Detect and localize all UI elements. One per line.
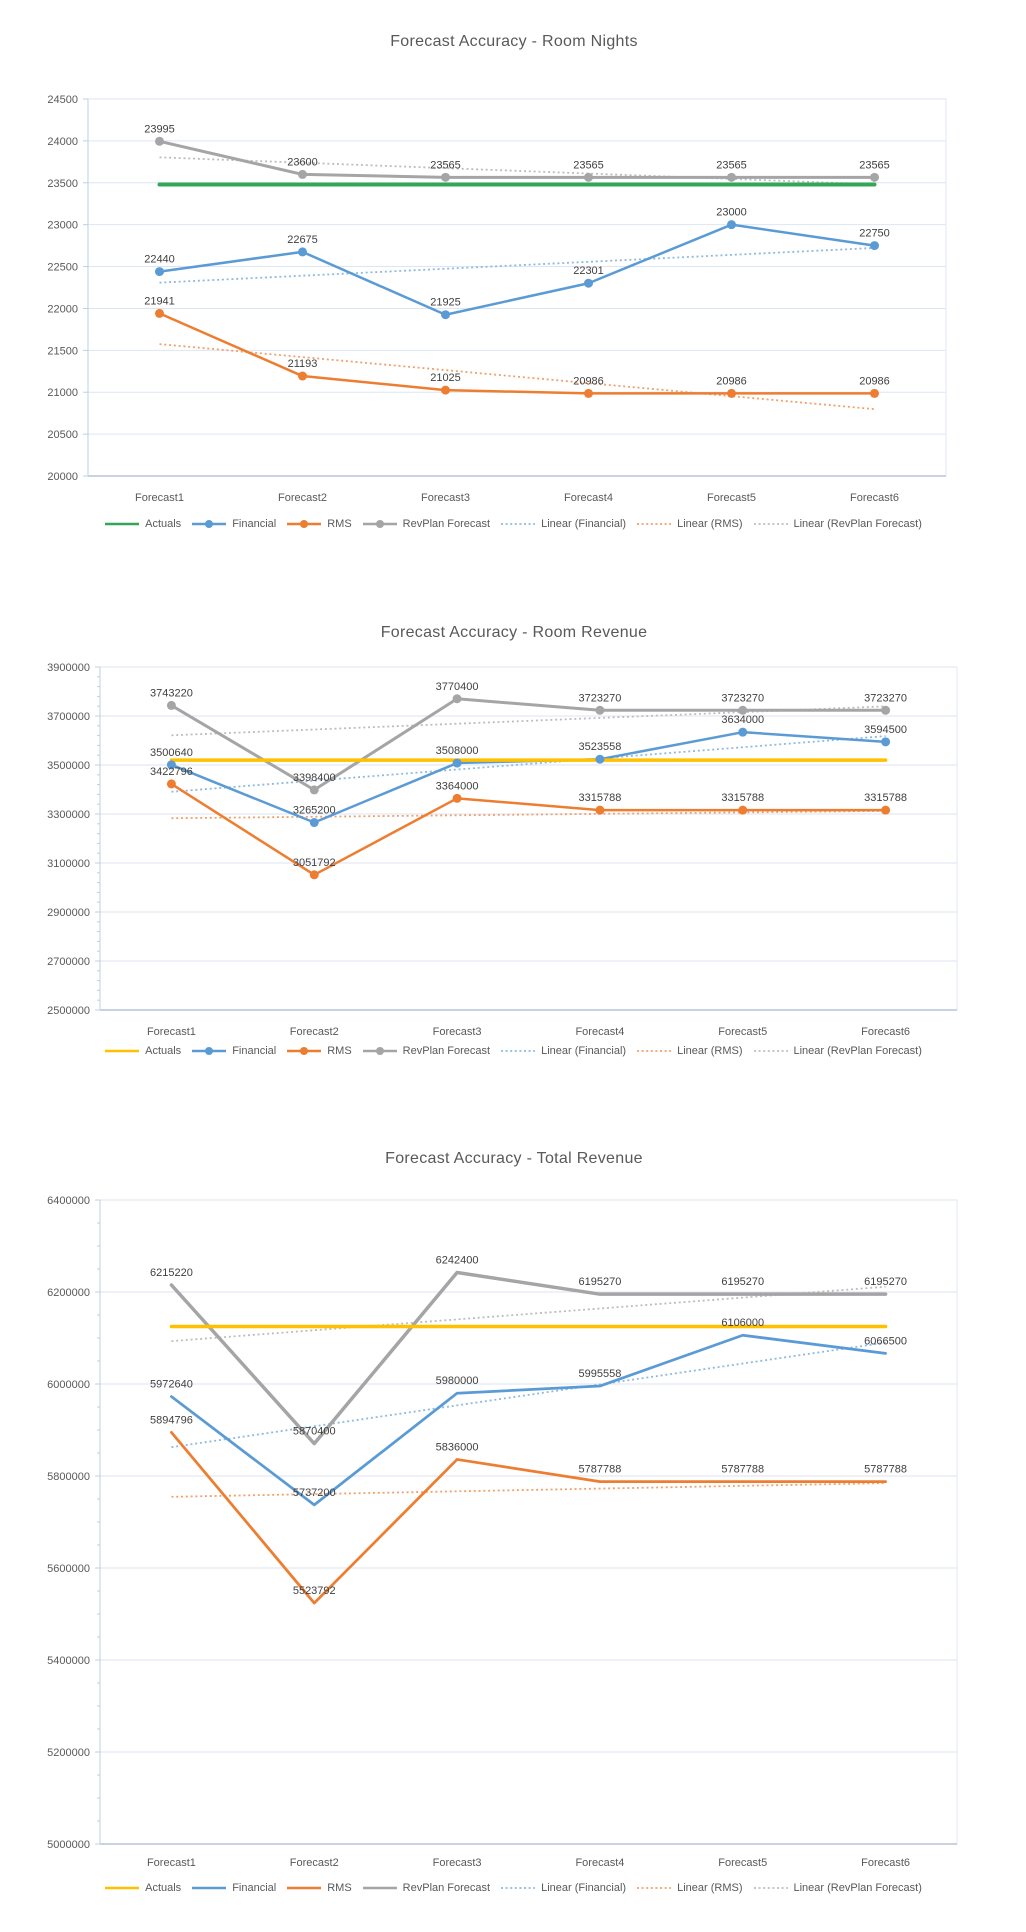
svg-text:20500: 20500	[47, 429, 78, 442]
svg-text:Forecast1: Forecast1	[135, 492, 184, 504]
data-point-rms	[595, 806, 604, 815]
legend-swatch-revplan-forecast	[362, 1882, 398, 1894]
data-label-rms: 3422796	[150, 765, 193, 778]
data-point-rms	[453, 794, 462, 803]
svg-text:23000: 23000	[47, 219, 78, 232]
chart-forecast-accuracy-room-revenue[interactable]	[47, 662, 957, 1038]
legend-swatch-revplan-forecast	[362, 518, 398, 530]
data-label-financial: 22750	[859, 227, 890, 240]
series-line-rms	[160, 313, 875, 393]
svg-text:22000: 22000	[47, 303, 78, 316]
data-point-revplan-forecast	[298, 170, 307, 179]
series-line-rms	[171, 784, 885, 875]
data-label-rms: 20986	[573, 375, 604, 388]
data-label-rms: 5836000	[435, 1441, 479, 1454]
legend-swatch-linear-rms	[636, 1882, 672, 1894]
svg-text:5800000: 5800000	[47, 1471, 90, 1483]
data-label-revplan-forecast: 5870400	[292, 1425, 336, 1438]
svg-text:Forecast6: Forecast6	[850, 492, 899, 504]
legend-label: Actuals	[145, 1045, 182, 1057]
data-label-revplan-forecast: 3723270	[578, 692, 622, 705]
data-point-financial	[441, 310, 450, 319]
chart-title-room-revenue: Forecast Accuracy - Room Revenue	[380, 624, 648, 641]
legend-label: Linear (RevPlan Forecast)	[793, 1045, 922, 1057]
data-label-rms: 3051792	[292, 856, 336, 869]
data-point-financial	[453, 759, 462, 768]
legend-label: Linear (Financial)	[541, 1882, 627, 1894]
legend-swatch-rms	[286, 1882, 322, 1894]
legend-label: RMS	[327, 518, 352, 530]
data-label-rms: 3364000	[435, 780, 479, 793]
data-point-rms	[738, 806, 747, 815]
legend-swatch-rms	[286, 1045, 322, 1057]
data-label-financial: 3500640	[150, 746, 193, 759]
data-point-revplan-forecast	[881, 706, 890, 715]
data-label-financial: 3523558	[578, 741, 622, 754]
svg-text:24000: 24000	[47, 135, 78, 148]
data-label-financial: 6066500	[864, 1335, 907, 1348]
legend-room-nights	[50, 518, 976, 530]
plot-area-border	[100, 667, 957, 1010]
legend-label: Linear (RMS)	[677, 518, 743, 530]
data-point-financial	[310, 818, 319, 827]
data-label-rms: 21193	[287, 358, 318, 371]
svg-text:Forecast6: Forecast6	[861, 1857, 911, 1869]
svg-text:6200000: 6200000	[47, 1287, 90, 1299]
x-axis-labels	[135, 492, 899, 504]
data-point-revplan-forecast	[167, 701, 176, 710]
legend-total-revenue	[50, 1882, 976, 1894]
y-axis-ticks	[47, 1195, 100, 1851]
legend-label: Linear (RevPlan Forecast)	[793, 1882, 922, 1894]
data-point-revplan-forecast	[453, 694, 462, 703]
data-label-financial: 5737200	[292, 1486, 336, 1499]
chart-forecast-accuracy-total-revenue[interactable]	[47, 1195, 957, 1869]
data-label-rms: 5787788	[721, 1463, 765, 1476]
data-label-revplan-forecast: 23565	[430, 159, 461, 172]
svg-text:6000000: 6000000	[47, 1379, 90, 1391]
data-label-financial: 3594500	[864, 723, 907, 736]
trendline-linear-financial	[160, 248, 875, 283]
data-label-rms: 3315788	[864, 792, 907, 805]
legend-swatch-actuals	[104, 1882, 140, 1894]
data-label-rms: 5523792	[292, 1585, 336, 1598]
data-label-rms: 5787788	[864, 1463, 907, 1476]
svg-text:3500000: 3500000	[47, 760, 90, 772]
svg-text:Forecast4: Forecast4	[564, 492, 613, 504]
data-point-rms	[881, 806, 890, 815]
legend-label: Actuals	[145, 518, 182, 530]
data-point-revplan-forecast	[155, 137, 164, 146]
data-label-financial: 3508000	[435, 745, 479, 758]
legend-item-revplan-forecast	[362, 1045, 490, 1057]
data-label-financial: 22675	[287, 233, 318, 246]
data-point-financial	[881, 737, 890, 746]
data-label-rms: 5894796	[150, 1414, 193, 1427]
svg-text:Forecast4: Forecast4	[575, 1857, 625, 1869]
data-label-revplan-forecast: 6195270	[721, 1276, 765, 1289]
data-point-rms	[310, 870, 319, 879]
data-label-revplan-forecast: 23565	[859, 159, 890, 172]
legend-swatch-linear-financial	[500, 1045, 536, 1057]
x-axis-labels	[147, 1026, 910, 1038]
legend-item-rms	[286, 1882, 351, 1894]
svg-text:20000: 20000	[47, 471, 78, 483]
data-label-revplan-forecast: 23600	[287, 156, 318, 169]
data-point-financial	[595, 755, 604, 764]
data-point-rms	[298, 372, 307, 381]
svg-text:Forecast3: Forecast3	[432, 1026, 482, 1038]
svg-text:21500: 21500	[47, 345, 78, 358]
legend-item-linear-rms	[636, 1045, 742, 1057]
svg-text:Forecast1: Forecast1	[146, 1026, 196, 1038]
legend-item-rms	[286, 1045, 351, 1057]
svg-text:2900000: 2900000	[47, 907, 90, 919]
svg-text:21000: 21000	[47, 387, 78, 400]
series-line-financial	[171, 1335, 885, 1505]
data-label-financial: 5980000	[435, 1375, 479, 1388]
data-point-revplan-forecast	[441, 173, 450, 182]
legend-swatch-linear-revplan-forecast	[753, 518, 789, 530]
trendline-linear-rms	[160, 344, 875, 409]
series-line-financial	[160, 225, 875, 315]
legend-item-linear-financial	[500, 1882, 626, 1894]
trendline-linear-financial	[171, 736, 885, 792]
svg-text:2700000: 2700000	[47, 956, 90, 968]
chart-forecast-accuracy-room-nights[interactable]	[47, 94, 946, 504]
data-label-rms: 21025	[430, 372, 461, 385]
data-point-financial	[155, 267, 164, 276]
data-point-rms	[584, 389, 593, 398]
trendline-linear-financial	[171, 1343, 885, 1448]
data-point-revplan-forecast	[584, 173, 593, 182]
data-label-revplan-forecast: 6242400	[435, 1254, 479, 1267]
legend-swatch-financial	[191, 518, 227, 530]
data-label-revplan-forecast: 3723270	[864, 692, 907, 705]
y-axis-ticks	[47, 662, 100, 1017]
legend-swatch-linear-revplan-forecast	[753, 1045, 789, 1057]
legend-item-financial	[191, 1045, 276, 1057]
svg-text:5600000: 5600000	[47, 1563, 90, 1575]
data-label-revplan-forecast: 6195270	[578, 1276, 622, 1289]
data-labels	[150, 1254, 907, 1597]
data-label-rms: 3315788	[721, 792, 765, 805]
svg-text:Forecast5: Forecast5	[718, 1026, 768, 1038]
legend-label: Linear (RMS)	[677, 1045, 743, 1057]
data-point-revplan-forecast	[310, 785, 319, 794]
legend-label: Linear (Financial)	[541, 518, 627, 530]
legend-room-revenue	[50, 1045, 976, 1057]
svg-text:24500: 24500	[47, 94, 78, 106]
svg-text:Forecast5: Forecast5	[718, 1857, 768, 1869]
data-label-revplan-forecast: 23565	[573, 159, 604, 172]
data-label-rms: 20986	[716, 375, 747, 388]
legend-item-revplan-forecast	[362, 1882, 490, 1894]
legend-label: RevPlan Forecast	[402, 1882, 491, 1894]
legend-item-linear-revplan-forecast	[753, 1882, 922, 1894]
trendline-linear-rms	[171, 811, 885, 818]
legend-label: Financial	[232, 518, 277, 530]
legend-item-financial	[191, 518, 276, 530]
legend-label: Financial	[232, 1045, 277, 1057]
svg-text:3100000: 3100000	[47, 858, 90, 870]
legend-swatch-actuals	[104, 518, 140, 530]
svg-text:5000000: 5000000	[47, 1839, 90, 1851]
data-point-rms	[870, 389, 879, 398]
legend-label: Linear (RMS)	[677, 1882, 743, 1894]
svg-text:22500: 22500	[47, 261, 78, 274]
legend-label: RevPlan Forecast	[402, 518, 491, 530]
data-label-revplan-forecast: 23995	[144, 123, 175, 136]
legend-swatch-linear-financial	[500, 1882, 536, 1894]
data-label-rms: 20986	[859, 375, 890, 388]
data-label-revplan-forecast: 3743220	[150, 687, 193, 700]
data-point-revplan-forecast	[727, 173, 736, 182]
legend-item-linear-revplan-forecast	[753, 518, 922, 530]
data-point-rms	[155, 309, 164, 318]
svg-text:Forecast1: Forecast1	[146, 1857, 196, 1869]
data-point-financial	[870, 241, 879, 250]
data-label-financial: 22301	[573, 265, 604, 278]
data-point-rms	[727, 389, 736, 398]
chart-title-total-revenue: Forecast Accuracy - Total Revenue	[385, 1150, 643, 1167]
data-point-financial	[727, 220, 736, 229]
legend-item-financial	[191, 1882, 276, 1894]
data-label-financial: 5972640	[150, 1378, 193, 1391]
legend-label: RMS	[327, 1045, 352, 1057]
data-point-revplan-forecast	[870, 173, 879, 182]
data-label-financial: 5995558	[578, 1368, 622, 1381]
chart-title-room-nights: Forecast Accuracy - Room Nights	[390, 33, 638, 50]
trendline-linear-revplan-forecast	[160, 157, 875, 184]
data-label-revplan-forecast: 3770400	[435, 680, 479, 693]
legend-swatch-financial	[191, 1045, 227, 1057]
legend-label: Linear (RevPlan Forecast)	[793, 518, 922, 530]
data-label-financial: 3634000	[721, 714, 765, 727]
data-point-revplan-forecast	[595, 706, 604, 715]
legend-swatch-linear-revplan-forecast	[753, 1882, 789, 1894]
svg-text:Forecast2: Forecast2	[278, 492, 327, 504]
data-point-financial	[738, 728, 747, 737]
data-label-financial: 3265200	[292, 804, 336, 817]
data-label-revplan-forecast: 23565	[716, 159, 747, 172]
data-label-financial: 23000	[716, 206, 747, 219]
gridlines	[88, 99, 946, 434]
legend-item-linear-revplan-forecast	[753, 1045, 922, 1057]
data-label-revplan-forecast: 3398400	[292, 771, 336, 784]
legend-item-linear-rms	[636, 1882, 742, 1894]
svg-text:3700000: 3700000	[47, 711, 90, 723]
data-point-financial	[584, 279, 593, 288]
svg-text:Forecast2: Forecast2	[289, 1857, 339, 1869]
legend-swatch-linear-rms	[636, 518, 672, 530]
series-line-revplan-forecast	[171, 1272, 885, 1443]
trendlines	[171, 1287, 885, 1497]
data-label-rms: 3315788	[578, 792, 622, 805]
legend-swatch-linear-rms	[636, 1045, 672, 1057]
legend-item-actuals	[104, 518, 181, 530]
data-label-revplan-forecast: 6195270	[864, 1276, 907, 1289]
plot-area-border	[100, 1200, 957, 1844]
legend-swatch-rms	[286, 518, 322, 530]
legend-swatch-revplan-forecast	[362, 1045, 398, 1057]
series-line-revplan-forecast	[171, 699, 885, 793]
legend-item-actuals	[104, 1882, 181, 1894]
svg-text:5400000: 5400000	[47, 1655, 90, 1667]
legend-swatch-financial	[191, 1882, 227, 1894]
svg-text:Forecast6: Forecast6	[861, 1026, 911, 1038]
svg-text:5200000: 5200000	[47, 1747, 90, 1759]
svg-text:3900000: 3900000	[47, 662, 90, 674]
x-axis-labels	[147, 1857, 910, 1869]
legend-swatch-linear-financial	[500, 518, 536, 530]
svg-text:Forecast5: Forecast5	[707, 492, 756, 504]
data-label-rms: 5787788	[578, 1463, 622, 1476]
y-axis-ticks	[47, 94, 88, 483]
svg-text:3300000: 3300000	[47, 809, 90, 821]
series-line-revplan-forecast	[160, 141, 875, 177]
data-label-rms: 21941	[144, 295, 175, 308]
legend-item-revplan-forecast	[362, 518, 490, 530]
legend-label: Actuals	[145, 1882, 182, 1894]
data-label-financial: 6106000	[721, 1317, 765, 1330]
svg-text:2500000: 2500000	[47, 1005, 90, 1017]
series-lines	[171, 1272, 885, 1603]
legend-label: Financial	[232, 1882, 277, 1894]
data-label-revplan-forecast: 3723270	[721, 692, 765, 705]
svg-text:23500: 23500	[47, 177, 78, 190]
svg-text:Forecast2: Forecast2	[289, 1026, 339, 1038]
trendlines	[160, 157, 875, 409]
data-point-rms	[441, 386, 450, 395]
legend-item-linear-financial	[500, 518, 626, 530]
data-label-revplan-forecast: 6215220	[150, 1266, 193, 1279]
series-line-rms	[171, 1432, 885, 1603]
data-point-financial	[298, 247, 307, 256]
legend-label: RevPlan Forecast	[402, 1045, 491, 1057]
data-label-financial: 21925	[430, 296, 461, 309]
svg-text:6400000: 6400000	[47, 1195, 90, 1207]
svg-text:Forecast3: Forecast3	[432, 1857, 482, 1869]
legend-item-linear-rms	[636, 518, 742, 530]
legend-label: RMS	[327, 1882, 352, 1894]
legend-item-rms	[286, 518, 351, 530]
legend-item-linear-financial	[500, 1045, 626, 1057]
legend-swatch-actuals	[104, 1045, 140, 1057]
series-lines	[171, 699, 885, 875]
legend-label: Linear (Financial)	[541, 1045, 627, 1057]
svg-text:Forecast3: Forecast3	[421, 492, 470, 504]
trendline-linear-rms	[171, 1483, 885, 1497]
data-label-financial: 22440	[144, 253, 175, 266]
legend-item-actuals	[104, 1045, 181, 1057]
series-lines	[160, 141, 875, 393]
data-point-rms	[167, 779, 176, 788]
svg-text:Forecast4: Forecast4	[575, 1026, 625, 1038]
